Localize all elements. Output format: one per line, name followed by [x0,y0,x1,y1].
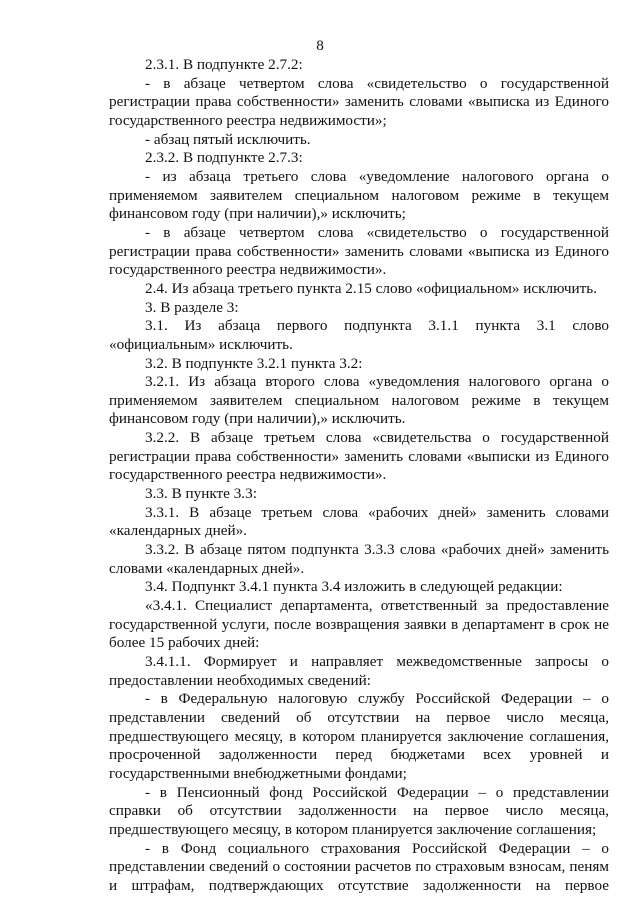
paragraph: - из абзаца третьего слова «уведомление налогового органа о применяемом заявителем специальном налоговом режиме в текущем финансовом году (при наличии),» исключить; [109,167,609,223]
paragraph: - в Пенсионный фонд Российской Федерации – о представлении справки об отсутствии задолженности на первое число месяца, предшествующего месяцу, в котором планируется заключение соглашения; [109,783,609,838]
paragraph: 3.3.1. В абзаце третьем слова «рабочих дней» заменить словами «календарных дней». [109,503,609,540]
paragraph: 3.4.1.1. Формирует и направляет межведомственные запросы о предоставлении необходимых сведений: [109,653,609,689]
paragraph: - в Федеральную налоговую службу Российской Федерации – о представлении сведений об отсутствии на первое число месяца, предшествующего месяцу, в котором планируется заключение соглашения, просроченной задолженности перед бюджетами всех уровней и государственными внебюджетными фондами; [109,690,609,782]
paragraph: 3.1. Из абзаца первого подпункта 3.1.1 пункта 3.1 слово «официальным» исключить. [109,317,609,353]
paragraph: - в Фонд социального страхования Российской Федерации – о представлении сведений о состоянии расчетов по страховым взносам, пеням и штрафам, подтверждающих отсутствие задолженности на первое [109,839,609,894]
paragraph: 2.4. Из абзаца третьего пункта 2.15 слово «официальном» исключить. [145,279,597,297]
paragraph: 2.3.1. В подпункте 2.7.2: [145,56,303,73]
paragraph: «3.4.1. Специалист департамента, ответственный за предоставление государственной услуги, после возвращения заявки в департамент в срок не более 15 рабочих дней: [109,597,609,652]
paragraph: 2.3.2. В подпункте 2.7.3: [145,149,303,167]
page-number: 8 [316,37,324,54]
paragraph: 3.2.1. Из абзаца второго слова «уведомления налогового органа о применяемом заявителем специальном налоговом режиме в текущем финансовом году (при наличии),» исключить. [109,373,609,428]
paragraph: 3.4. Подпункт 3.4.1 пункта 3.4 изложить в следующей редакции: [145,578,563,596]
document-body [109,56,609,896]
paragraph: 3.2.2. В абзаце третьем слова «свидетельства о государственной регистрации права собственности» заменить словами «выписки из Единого государственного реестра недвижимости». [109,429,609,484]
paragraph: 3.3. В пункте 3.3: [145,485,257,503]
paragraph: 3.2. В подпункте 3.2.1 пункта 3.2: [145,354,363,372]
paragraph: 3. В разделе 3: [145,298,239,316]
paragraph: - абзац пятый исключить. [145,130,311,148]
paragraph: - в абзаце четвертом слова «свидетельство о государственной регистрации права собственности» заменить словами «выписка из Единого государственного реестра недвижимости»; [109,74,609,129]
paragraph: - в абзаце четвертом слова «свидетельство о государственной регистрации права собственности» заменить словами «выписка из Единого государственного реестра недвижимости». [109,223,609,279]
paragraph: 3.3.2. В абзаце пятом подпункта 3.3.3 слова «рабочих дней» заменить словами «календарных дней». [109,541,609,577]
